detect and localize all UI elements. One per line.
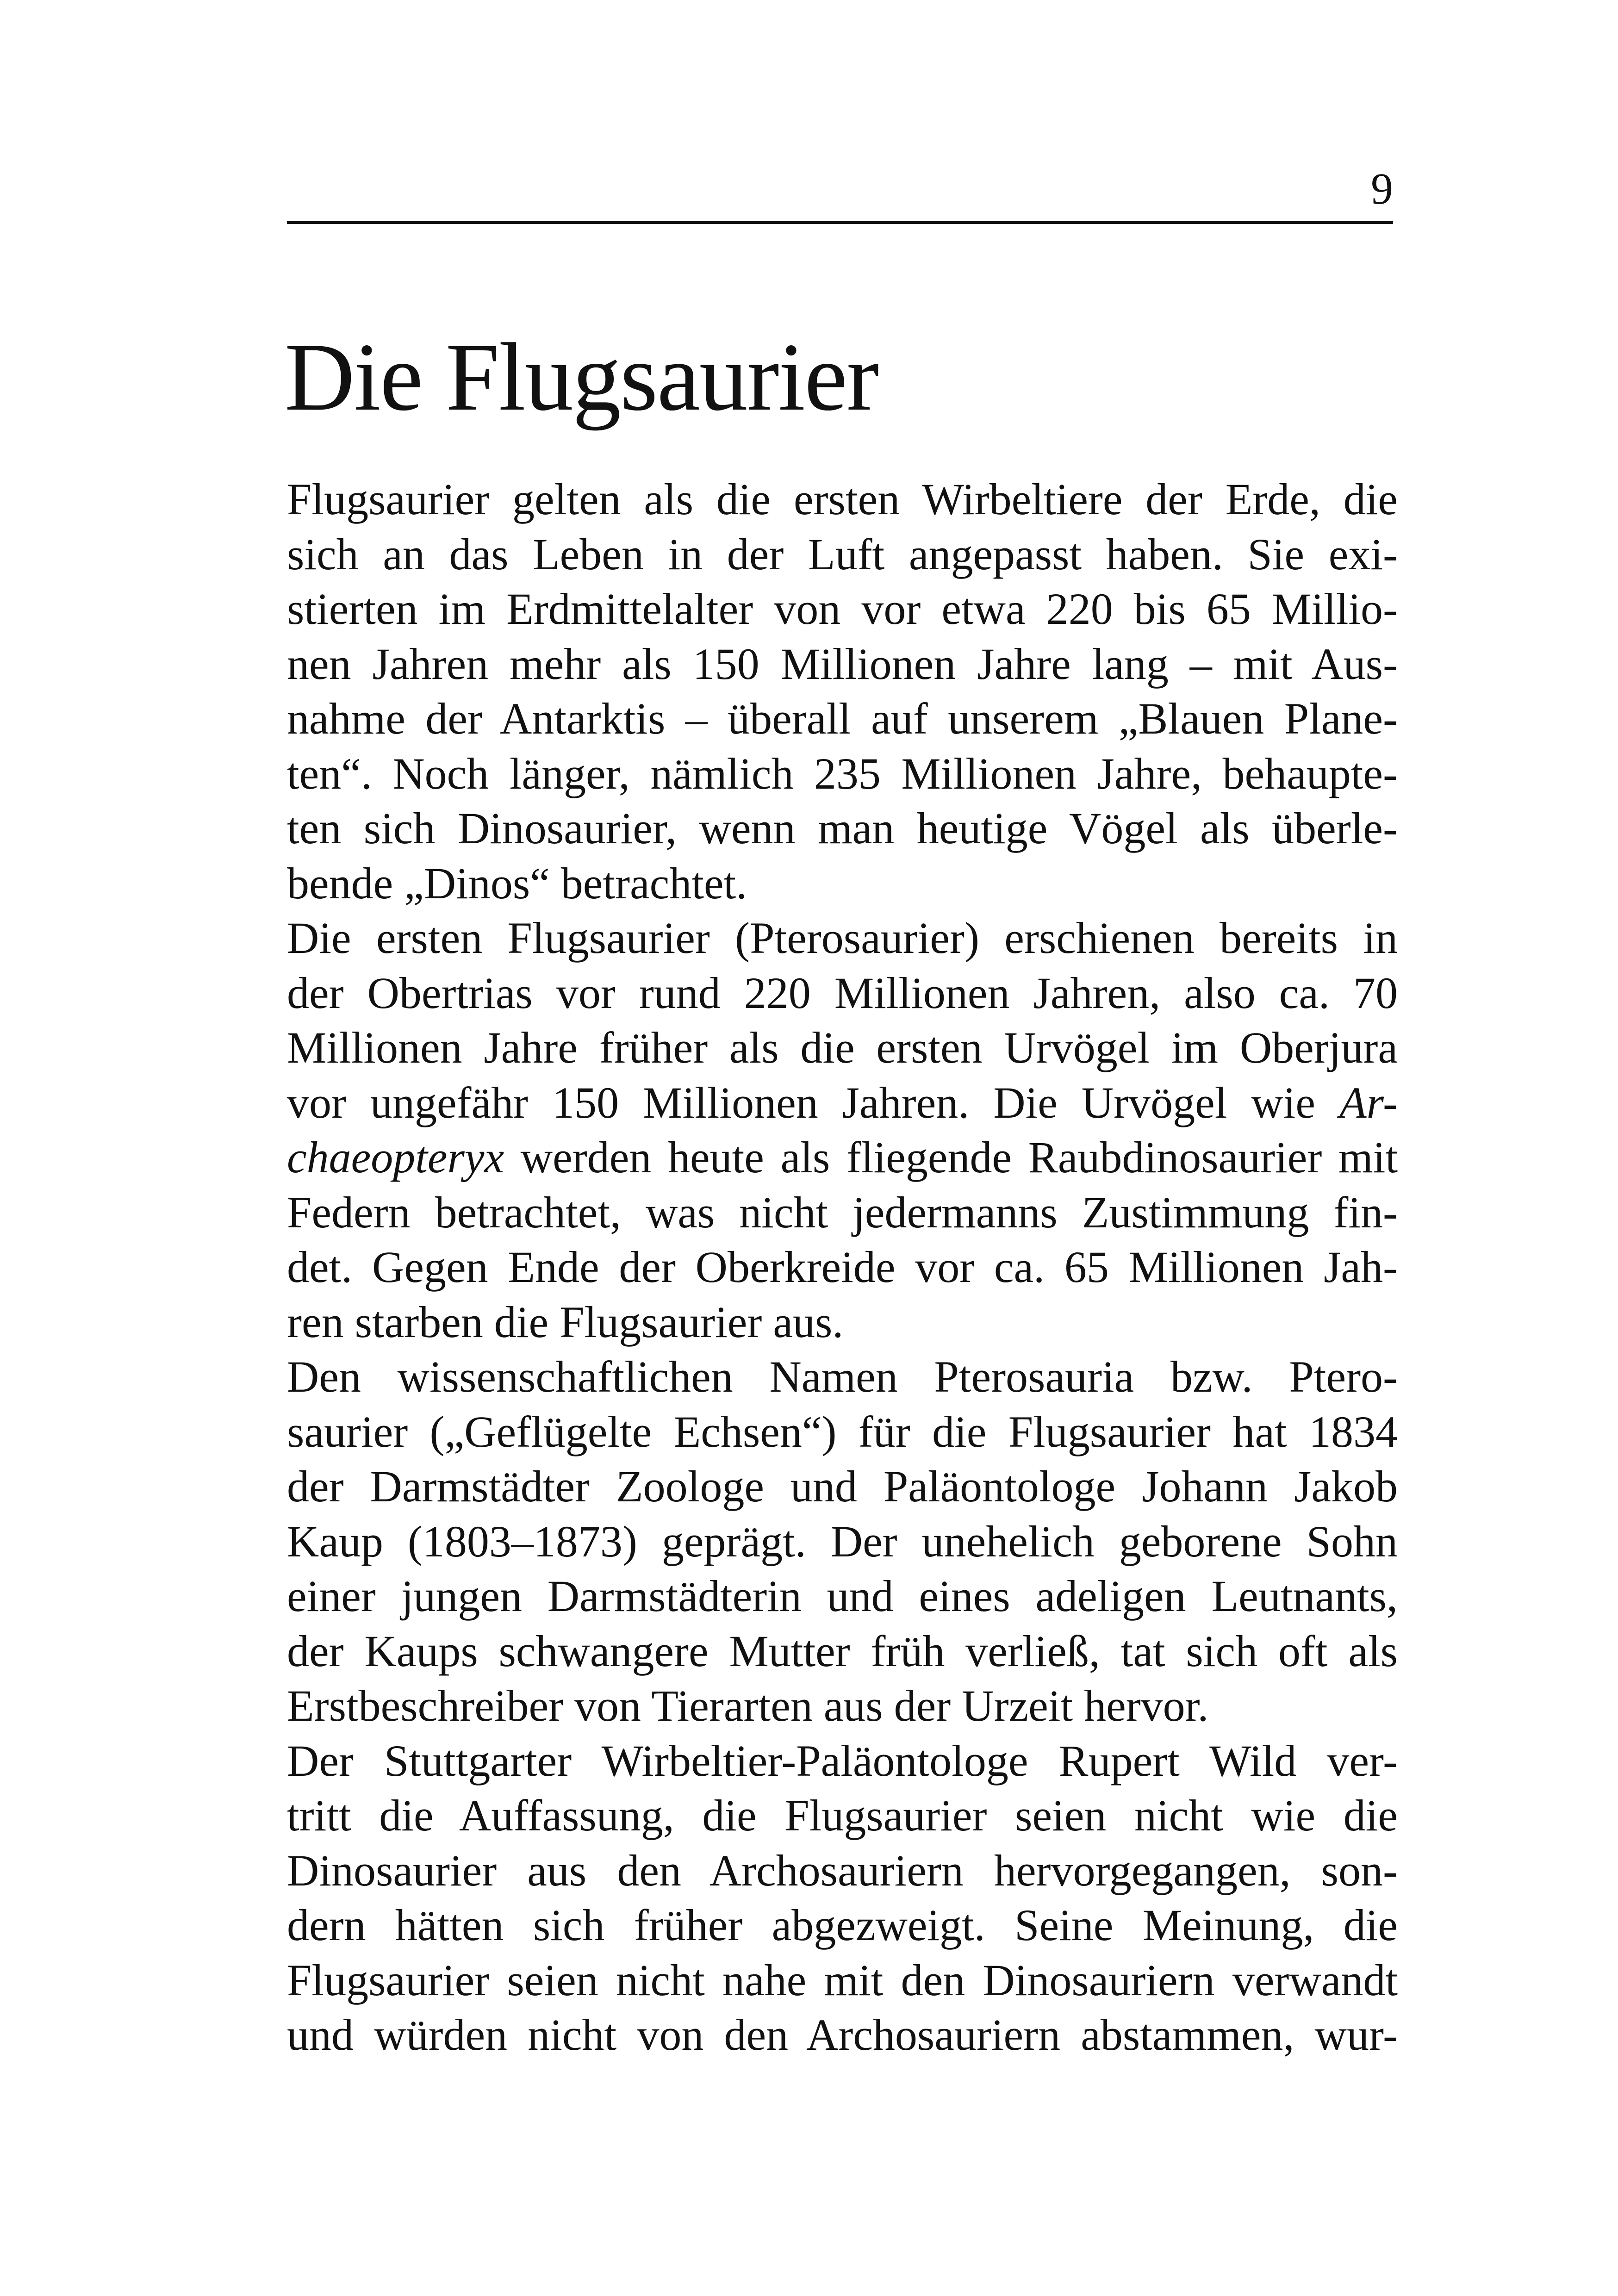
text-line: nen Jahren mehr als 150 Millionen Jahre lang – mit Aus- [287,639,1398,689]
text-line: und würden nicht von den Archosauriern abstammen, wur- [287,2010,1398,2060]
text-line: Flugsaurier seien nicht nahe mit den Dinosauriern verwandt [287,1955,1398,2005]
text-line: det. Gegen Ende der Oberkreide vor ca. 65 Millionen Jah- [287,1242,1398,1292]
chapter-title: Die Flugsaurier [285,324,878,431]
text-line: Federn betrachtet, was nicht jedermanns Zustimmung fin- [287,1187,1398,1237]
text-line: einer jungen Darmstädterin und eines adeligen Leutnants, [287,1571,1398,1621]
text-line: Die ersten Flugsaurier (Pterosaurier) erschienen bereits in [287,913,1398,963]
text-line: sich an das Leben in der Luft angepasst haben. Sie exi- [287,529,1398,579]
italic-term: chaeopteryx [287,1132,504,1182]
page-number: 9 [1371,164,1393,213]
text-line: Der Stuttgarter Wirbeltier-Paläontologe Rupert Wild ver- [287,1736,1398,1786]
text-line: stierten im Erdmittelalter von vor etwa 220 bis 65 Millio- [287,584,1398,634]
text-line: saurier („Geflügelte Echsen“) für die Flugsaurier hat 1834 [287,1406,1398,1456]
text-line: Dinosaurier aus den Archosauriern hervorgegangen, son- [287,1845,1398,1895]
text-line: ren starben die Flugsaurier aus. [287,1297,844,1347]
text-line: tritt die Auffassung, die Flugsaurier seien nicht wie die [287,1791,1398,1840]
text-line: der Obertrias vor rund 220 Millionen Jahren, also ca. 70 [287,968,1398,1018]
text-segment: werden heute als fliegende Raubdinosaurier mit [520,1132,1398,1182]
text-line: nahme der Antarktis – überall auf unserem „Blauen Plane- [287,694,1398,743]
text-line: ten“. Noch länger, nämlich 235 Millionen Jahre, behaupte- [287,748,1398,798]
text-segment: vor ungefähr 150 Millionen Jahren. Die Urvögel wie [287,1077,1315,1127]
text-line: der Kaups schwangere Mutter früh verließ, tat sich oft als [287,1626,1398,1676]
text-line: Den wissenschaftlichen Namen Pterosauria bzw. Ptero- [287,1352,1398,1401]
text-line [287,1076,1398,1131]
text-line: der Darmstädter Zoologe und Paläontologe Johann Jakob [287,1462,1398,1511]
header-rule [287,221,1393,224]
text-line: Erstbeschreiber von Tierarten aus der Urzeit hervor. [287,1681,1209,1730]
text-line [287,1130,1398,1185]
italic-term: Ar- [1339,1077,1398,1127]
body-text [287,472,1398,2063]
text-line: Kaup (1803–1873) geprägt. Der unehelich geborene Sohn [287,1516,1398,1566]
text-line: ten sich Dinosaurier, wenn man heutige Vögel als überle- [287,803,1398,853]
text-line: bende „Dinos“ betrachtet. [287,858,747,908]
text-line: dern hätten sich früher abgezweigt. Seine Meinung, die [287,1900,1398,1950]
text-line: Flugsaurier gelten als die ersten Wirbeltiere der Erde, die [287,474,1398,524]
text-line: Millionen Jahre früher als die ersten Urvögel im Oberjura [287,1023,1398,1072]
